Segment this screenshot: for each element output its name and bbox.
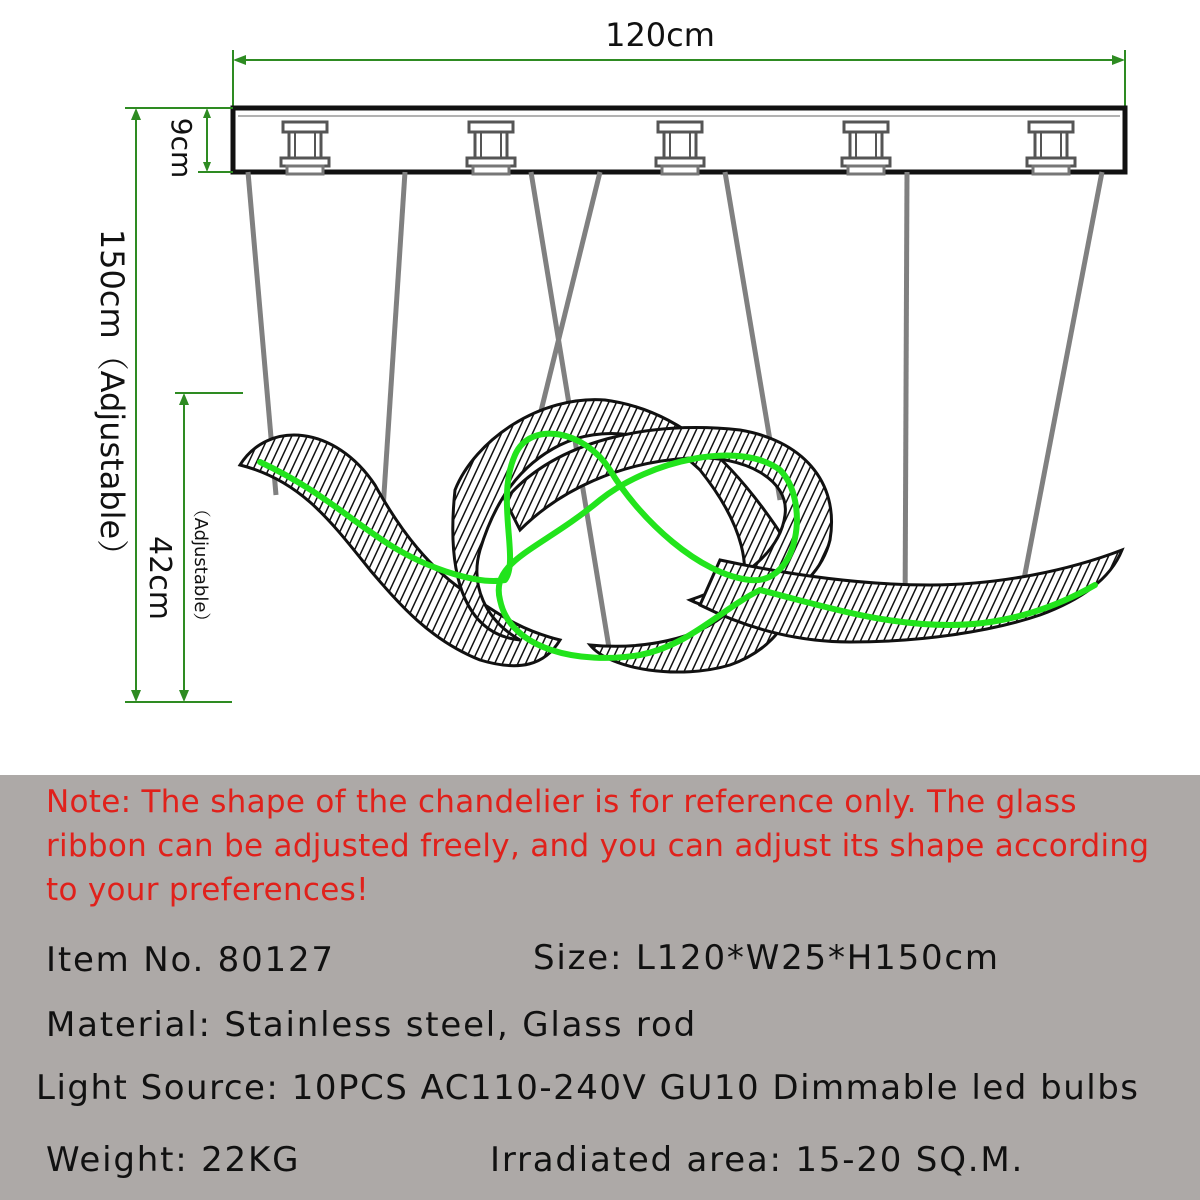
irradiated-area-spec: Irradiated area: 15-20 SQ.M.: [490, 1140, 1025, 1180]
canopy-height-label: 9cm: [165, 117, 198, 179]
size-spec: Size: L120*W25*H150cm: [533, 938, 1000, 978]
ribbon-height-dimension: [142, 393, 243, 702]
total-height-label: 150cm（Adjustable）: [93, 228, 131, 572]
item-number: Item No. 80127: [46, 940, 335, 980]
shape-note: Note: The shape of the chandelier is for reference only. The glass ribbon can be adjusted freely, and you can adjust its shape according to your preferences!: [46, 784, 1150, 908]
ribbon-height-label: 42cm: [142, 536, 177, 620]
light-source-spec: Light Source: 10PCS AC110-240V GU10 Dimmable led bulbs: [36, 1068, 1140, 1108]
ribbon-adjustable-label: （Adjustable）: [190, 499, 211, 631]
width-label: 120cm: [605, 16, 715, 54]
canopy-height-dimension: [165, 108, 233, 178]
material-spec: Material: Stainless steel, Glass rod: [46, 1005, 697, 1045]
weight-spec: Weight: 22KG: [46, 1140, 301, 1180]
canopy: [233, 108, 1125, 174]
width-dimension: [233, 16, 1125, 108]
